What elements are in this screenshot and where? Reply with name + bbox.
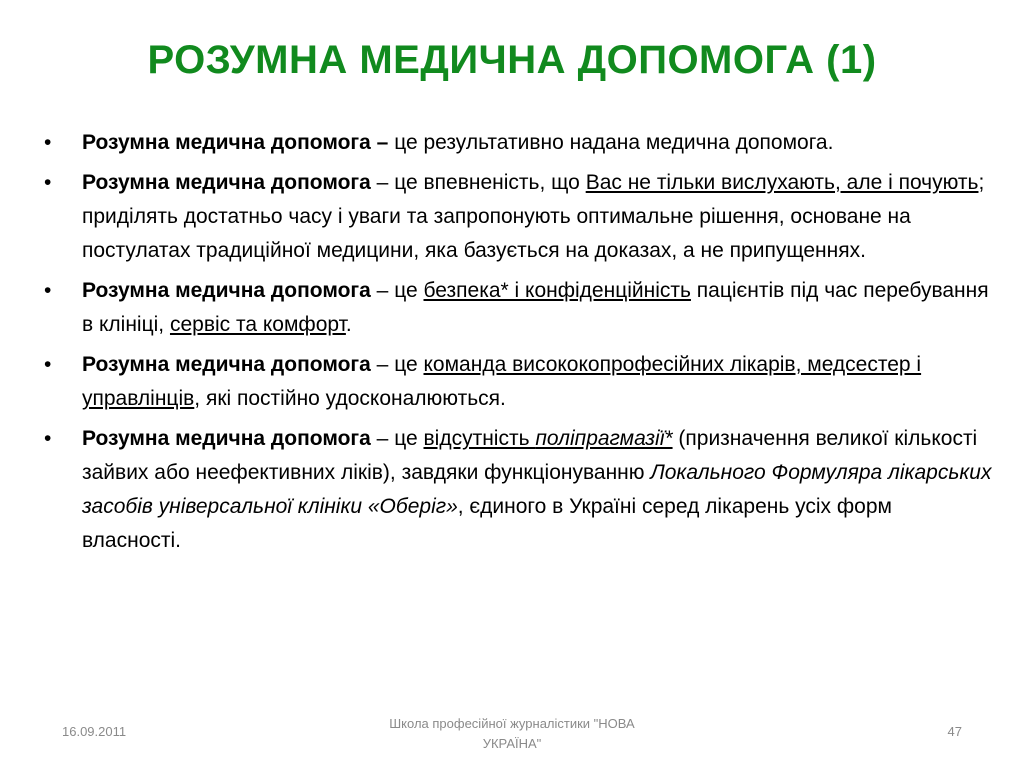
term-label: Розумна медична допомога bbox=[82, 427, 371, 450]
item-text: (призначення великої кількості зайвих або неефективних ліків), завдяки функціонуванню bbox=[82, 427, 978, 484]
bullet-icon: • bbox=[44, 279, 52, 302]
list-item bbox=[44, 166, 994, 268]
underlined-text: команда висококопрофесійних лікарів, медсестер і управлінців bbox=[82, 353, 922, 410]
italic-text: Локального Формуляра лікарських засобів універсальної клініки «Оберіг» bbox=[82, 461, 992, 518]
item-text: . bbox=[345, 313, 352, 336]
term-label: Розумна медична допомога bbox=[82, 171, 371, 194]
underlined-text: відсутність bbox=[423, 427, 536, 450]
list-item bbox=[44, 422, 994, 558]
underlined-text: безпека* і конфіденційність bbox=[423, 279, 691, 302]
footer-date: 16.09.2011 bbox=[62, 724, 127, 739]
item-text: – це bbox=[370, 427, 424, 450]
list-item bbox=[44, 348, 994, 416]
underlined-text: сервіс та комфорт bbox=[169, 313, 346, 336]
term-label: Розумна медична допомога bbox=[82, 279, 371, 302]
bullet-icon: • bbox=[44, 353, 52, 376]
item-text: ; приділять достатньо часу і уваги та запропонують оптимальне рішення, основане на постулатах традиційної медицини, яка базується на доказах, а не припущеннях. bbox=[82, 171, 985, 262]
bullet-icon: • bbox=[44, 131, 52, 154]
item-text: пацієнтів під час перебування в клініці, bbox=[82, 279, 989, 336]
underlined-text: Вас не тільки вислухають, але і почують bbox=[585, 171, 979, 194]
item-text: – це впевненість, що bbox=[370, 171, 586, 194]
footer-organization-line: УКРАЇНА" bbox=[482, 736, 542, 751]
bullet-list bbox=[44, 126, 994, 564]
page-number: 47 bbox=[947, 724, 962, 739]
list-item bbox=[44, 126, 994, 160]
list-item bbox=[44, 274, 994, 342]
bullet-icon: • bbox=[44, 171, 52, 194]
item-text: , які постійно удосконалюються. bbox=[194, 387, 506, 410]
bullet-icon: • bbox=[44, 427, 52, 450]
item-text: – це bbox=[370, 279, 424, 302]
footer-organization-line: Школа професійної журналістики "НОВА bbox=[389, 716, 635, 731]
underlined-italic-text: поліпрагмазії* bbox=[535, 427, 673, 450]
term-label: Розумна медична допомога bbox=[82, 353, 371, 376]
footer-organization bbox=[362, 714, 662, 754]
term-label: Розумна медична допомога – bbox=[82, 131, 389, 154]
slide-title: РОЗУМНА МЕДИЧНА ДОПОМОГА (1) bbox=[147, 38, 877, 82]
item-text: це результативно надана медична допомога. bbox=[388, 131, 834, 154]
item-text: – це bbox=[370, 353, 424, 376]
item-text: , єдиного в Україні серед лікарень усіх форм власності. bbox=[82, 495, 892, 552]
